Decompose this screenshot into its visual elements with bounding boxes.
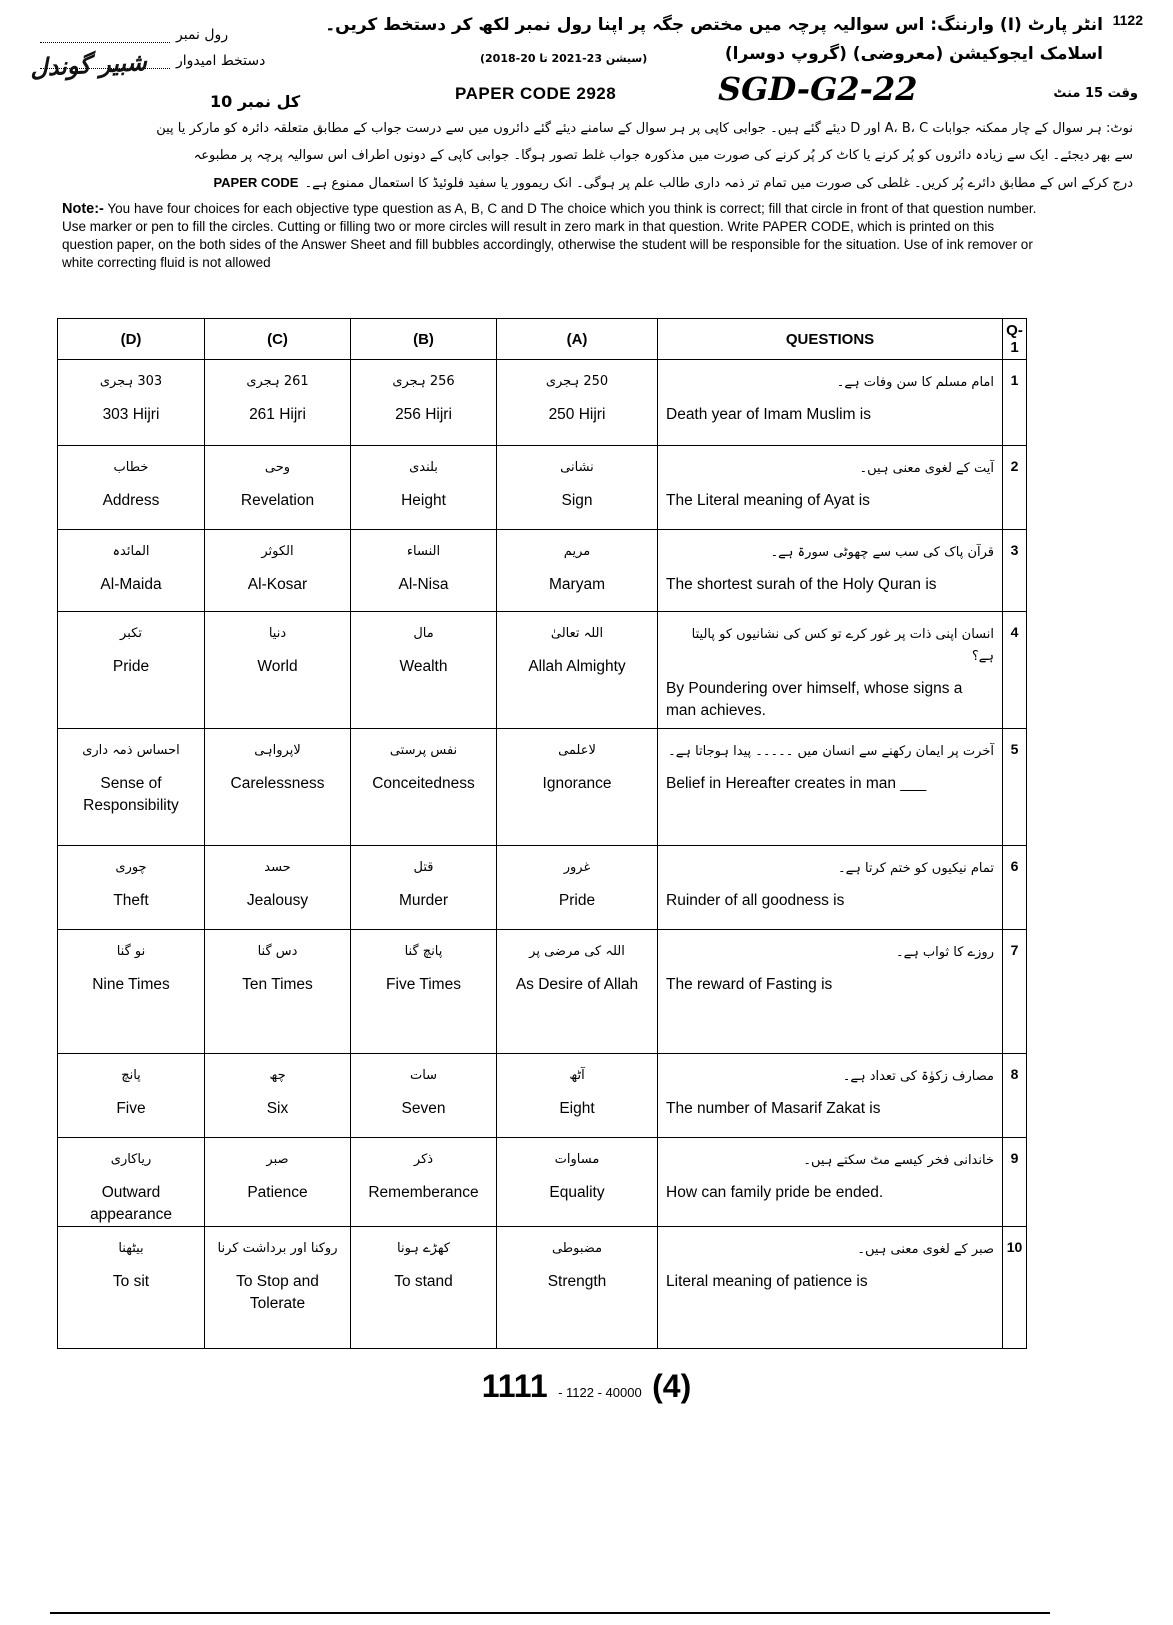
option-d-cell xyxy=(58,846,205,930)
option-c-english: Jealousy xyxy=(246,892,309,909)
question-english: The shortest surah of the Holy Quran is xyxy=(666,576,937,593)
option-d-english: To sit xyxy=(112,1273,150,1290)
header-q-number: Q-1 xyxy=(1003,319,1027,360)
option-c-urdu: وحی xyxy=(264,460,291,475)
option-b-english: Five Times xyxy=(386,976,461,993)
option-b-urdu: بلندی xyxy=(409,460,438,475)
option-c-english: Six xyxy=(266,1100,289,1117)
signature-label: دستخط امیدوار xyxy=(176,53,266,69)
option-c-english: Carelessness xyxy=(230,775,325,792)
option-a-cell xyxy=(497,530,658,612)
option-a-urdu: اللہ تعالیٰ xyxy=(550,626,604,641)
option-a-cell xyxy=(497,930,658,1054)
option-d-urdu: چوری xyxy=(115,860,147,875)
option-c-urdu: حسد xyxy=(264,860,291,875)
table-header-row xyxy=(58,319,1027,360)
option-a-cell xyxy=(497,360,658,446)
option-b-urdu: مال xyxy=(413,626,434,641)
option-b-cell xyxy=(351,612,497,729)
option-b-cell xyxy=(351,530,497,612)
question-cell xyxy=(658,1054,1003,1138)
roll-number-field[interactable] xyxy=(40,28,170,43)
option-b-cell xyxy=(351,1054,497,1138)
option-d-urdu: 303 ہجری xyxy=(99,374,163,389)
option-d-cell xyxy=(58,360,205,446)
option-c-cell xyxy=(205,446,351,530)
option-c-urdu: دنیا xyxy=(268,626,287,641)
option-a-english: Pride xyxy=(558,892,596,909)
option-d-english: Pride xyxy=(112,658,150,675)
option-b-urdu: 256 ہجری xyxy=(392,374,455,389)
header-option-b: (B) xyxy=(351,319,497,360)
option-b-english: Murder xyxy=(398,892,449,909)
option-b-cell xyxy=(351,446,497,530)
option-c-english: Ten Times xyxy=(242,976,313,993)
option-c-urdu: دس گنا xyxy=(257,944,298,959)
bottom-divider xyxy=(50,1612,1050,1614)
page-number: (4) xyxy=(652,1368,692,1404)
option-c-cell xyxy=(205,360,351,446)
question-row xyxy=(58,1054,1027,1138)
option-a-urdu: مضبوطی xyxy=(551,1241,603,1256)
option-b-english: Height xyxy=(401,492,446,509)
header-option-d: (D) xyxy=(58,319,205,360)
mcq-table xyxy=(57,318,1027,1349)
option-a-english: Maryam xyxy=(549,576,605,593)
urdu-note-line-3: درج کرکے اس کے مطابق دائرے پُر کریں۔ غلطی کی صورت میں تمام تر ذمہ داری طالب علم پر ہوگی۔ انک ریموور یا سفید فلوئیڈ کا استعمال ممنوع ہے۔ xyxy=(304,176,1133,191)
footer-code: 1111 xyxy=(481,1368,548,1404)
option-b-cell xyxy=(351,1138,497,1227)
question-urdu: قرآن پاک کی سب سے چھوٹی سورۃ ہے۔ xyxy=(770,545,994,560)
question-urdu: صبر کے لغوی معنی ہیں۔ xyxy=(857,1242,994,1257)
option-d-english: Al-Maida xyxy=(100,576,162,593)
question-cell xyxy=(658,612,1003,729)
question-number: 2 xyxy=(1003,446,1027,530)
option-d-english: Outward appearance xyxy=(90,1184,172,1223)
option-b-cell xyxy=(351,1227,497,1349)
question-english: Literal meaning of patience is xyxy=(666,1273,868,1290)
option-d-cell xyxy=(58,612,205,729)
option-b-english: Wealth xyxy=(399,658,448,675)
question-row xyxy=(58,612,1027,729)
option-d-cell xyxy=(58,1054,205,1138)
option-c-cell xyxy=(205,846,351,930)
question-row xyxy=(58,360,1027,446)
question-urdu: تمام نیکیوں کو ختم کرتا ہے۔ xyxy=(837,861,994,876)
urdu-note-line-1: نوٹ: ہر سوال کے چار ممکنہ جوابات A، B، C اور D دیئے گئے ہیں۔ جوابی کاپی پر ہر سوال کے سامنے دیئے گئے دائروں میں سے درست جواب کے مطابق متعلقہ دائرہ کو مارکر یا پین xyxy=(156,121,1133,136)
question-english: The number of Masarif Zakat is xyxy=(666,1100,881,1117)
option-d-english: Five xyxy=(116,1100,146,1117)
question-number: 4 xyxy=(1003,612,1027,729)
option-c-urdu: لاپرواہی xyxy=(254,743,301,758)
option-c-english: Revelation xyxy=(240,492,315,509)
option-d-cell xyxy=(58,1138,205,1227)
option-d-urdu: خطاب xyxy=(113,460,149,475)
option-a-cell xyxy=(497,1227,658,1349)
footer-serial: - 1122 - 40000 xyxy=(558,1385,642,1400)
option-c-urdu: روکنا اور برداشت کرنا xyxy=(217,1241,338,1256)
option-c-urdu: صبر xyxy=(266,1152,289,1167)
option-c-cell xyxy=(205,1227,351,1349)
option-b-english: Conceitedness xyxy=(372,775,475,792)
option-a-urdu: اللہ کی مرضی پر xyxy=(529,944,625,959)
question-number: 6 xyxy=(1003,846,1027,930)
option-b-urdu: نفس پرستی xyxy=(389,743,458,758)
option-d-cell xyxy=(58,729,205,846)
option-a-cell xyxy=(497,446,658,530)
question-english: How can family pride be ended. xyxy=(666,1184,884,1201)
question-cell xyxy=(658,1138,1003,1227)
question-english: Ruinder of all goodness is xyxy=(666,892,845,909)
option-a-english: Strength xyxy=(547,1273,607,1290)
option-b-urdu: کھڑے ہونا xyxy=(396,1241,450,1256)
question-number: 9 xyxy=(1003,1138,1027,1227)
paper-code-word: PAPER CODE xyxy=(213,175,299,190)
option-d-urdu: نو گنا xyxy=(116,944,146,959)
option-b-cell xyxy=(351,930,497,1054)
option-c-cell xyxy=(205,612,351,729)
option-d-urdu: المائدہ xyxy=(112,544,150,559)
option-a-urdu: مریم xyxy=(563,544,591,559)
question-row xyxy=(58,1138,1027,1227)
option-a-urdu: غرور xyxy=(563,860,591,875)
total-marks: کل نمبر 10 xyxy=(210,92,301,111)
paper-number: 1122 xyxy=(1112,12,1143,28)
option-d-cell xyxy=(58,530,205,612)
option-d-urdu: بیٹھنا xyxy=(118,1241,144,1256)
option-b-english: Seven xyxy=(401,1100,446,1117)
option-c-english: 261 Hijri xyxy=(249,406,306,423)
option-c-cell xyxy=(205,729,351,846)
session-text: (سیشن 23-2021 تا 20-2018) xyxy=(480,52,648,65)
option-d-english: Sense of Responsibility xyxy=(83,775,179,814)
question-cell xyxy=(658,930,1003,1054)
question-row xyxy=(58,930,1027,1054)
option-b-english: Al-Nisa xyxy=(398,576,449,593)
option-c-cell xyxy=(205,1054,351,1138)
option-a-english: Ignorance xyxy=(542,775,612,792)
option-a-english: Allah Almighty xyxy=(528,658,626,675)
option-b-english: To stand xyxy=(394,1273,453,1290)
option-d-urdu: تکبر xyxy=(120,626,142,641)
option-a-urdu: 250 ہجری xyxy=(545,374,609,389)
option-d-urdu: احساس ذمہ داری xyxy=(82,743,180,758)
option-c-urdu: چھ xyxy=(269,1068,286,1083)
note-text: You have four choices for each objective type question as A, B, C and D The choice which you think is correct; fill that circle in front of that question number. Use marker or pen to fill the circles. Cutting or filling two or more circles will result in zero mark in that question. Write PAPER CODE, which is printed on this question paper, on the both sides of the Answer Sheet and fill bubbles accordingly, otherwise the student will be responsible for the situation. Use of ink remover or white correcting fluid is not allowed xyxy=(62,201,1037,270)
question-english: By Poundering over himself, whose signs a man achieves. xyxy=(666,680,963,719)
option-c-english: To Stop and Tolerate xyxy=(236,1273,319,1312)
urdu-note-line-2: سے بھر دیجئے۔ ایک سے زیادہ دائروں کو پُر کرنے یا کاٹ کر پُر کرنے کی صورت میں مذکورہ جواب غلط تصور ہوگا۔ جوابی کاپی کے دونوں اطراف اس سوالیہ پرچہ پر مطبوعہ xyxy=(193,148,1133,163)
option-b-urdu: سات xyxy=(409,1068,438,1083)
question-number: 5 xyxy=(1003,729,1027,846)
english-instructions xyxy=(62,200,1042,272)
option-d-urdu: ریاکاری xyxy=(110,1152,152,1167)
option-d-cell xyxy=(58,1227,205,1349)
question-urdu: مصارف زکوٰۃ کی تعداد ہے۔ xyxy=(842,1069,994,1084)
question-cell xyxy=(658,530,1003,612)
option-b-cell xyxy=(351,846,497,930)
question-number: 7 xyxy=(1003,930,1027,1054)
header-questions: QUESTIONS xyxy=(658,319,1003,360)
option-a-english: Equality xyxy=(549,1184,605,1201)
option-a-urdu: نشانی xyxy=(560,460,594,475)
question-urdu: امام مسلم کا سن وفات ہے۔ xyxy=(836,375,994,390)
handwritten-code: SGD-G2-22 xyxy=(718,70,918,108)
option-a-urdu: مساوات xyxy=(554,1152,600,1167)
option-a-cell xyxy=(497,612,658,729)
question-urdu: انسان اپنی ذات پر غور کرے تو کس کی نشانیوں کو پالیتا ہے؟ xyxy=(691,627,994,664)
option-b-cell xyxy=(351,360,497,446)
question-row xyxy=(58,1227,1027,1349)
option-d-urdu: پانچ xyxy=(121,1068,141,1083)
question-number: 10 xyxy=(1003,1227,1027,1349)
option-b-urdu: پانچ گنا xyxy=(404,944,443,959)
option-b-urdu: قتل xyxy=(413,860,434,875)
question-number: 1 xyxy=(1003,360,1027,446)
question-row xyxy=(58,446,1027,530)
option-c-english: Patience xyxy=(247,1184,308,1201)
option-d-english: 303 Hijri xyxy=(102,406,160,423)
option-c-english: Al-Kosar xyxy=(247,576,308,593)
option-c-cell xyxy=(205,530,351,612)
option-a-english: As Desire of Allah xyxy=(515,976,639,993)
question-urdu: آخرت پر ایمان رکھنے سے انسان میں ۔۔۔۔۔ پیدا ہوجاتا ہے۔ xyxy=(668,744,994,759)
option-b-english: Rememberance xyxy=(368,1184,479,1201)
option-d-english: Theft xyxy=(113,892,149,909)
option-a-english: Sign xyxy=(561,492,593,509)
option-a-english: Eight xyxy=(559,1100,595,1117)
option-c-cell xyxy=(205,1138,351,1227)
option-d-cell xyxy=(58,446,205,530)
question-english: Belief in Hereafter creates in man ___ xyxy=(666,775,927,792)
option-b-cell xyxy=(351,729,497,846)
question-urdu: خاندانی فخر کیسے مٹ سکتے ہیں۔ xyxy=(803,1153,994,1168)
question-number: 8 xyxy=(1003,1054,1027,1138)
header-option-c: (C) xyxy=(205,319,351,360)
question-row xyxy=(58,530,1027,612)
subject-title: اسلامک ایجوکیشن (معروضی) (گروپ دوسرا) xyxy=(724,44,1103,64)
header-option-a: (A) xyxy=(497,319,658,360)
option-c-english: World xyxy=(257,658,298,675)
option-c-urdu: 261 ہجری xyxy=(246,374,309,389)
option-b-english: 256 Hijri xyxy=(395,406,452,423)
urdu-instructions xyxy=(83,115,1133,197)
question-cell xyxy=(658,846,1003,930)
option-a-english: 250 Hijri xyxy=(548,406,606,423)
question-english: The Literal meaning of Ayat is xyxy=(666,492,870,509)
option-a-urdu: لاعلمی xyxy=(558,743,596,758)
option-b-urdu: ذکر xyxy=(413,1152,434,1167)
paper-code: PAPER CODE 2928 xyxy=(455,84,617,103)
question-cell xyxy=(658,360,1003,446)
question-urdu: آیت کے لغوی معنی ہیں۔ xyxy=(859,461,994,476)
option-b-urdu: النساء xyxy=(406,544,441,559)
question-row xyxy=(58,846,1027,930)
roll-number-label: رول نمبر xyxy=(176,27,229,43)
option-a-cell xyxy=(497,1138,658,1227)
question-number: 3 xyxy=(1003,530,1027,612)
option-a-cell xyxy=(497,729,658,846)
question-cell xyxy=(658,729,1003,846)
question-english: The reward of Fasting is xyxy=(666,976,833,993)
warning-text: انٹر پارٹ (I) وارننگ: اس سوالیہ پرچہ میں مختص جگہ پر اپنا رول نمبر لکھ کر دستخط کریں۔ xyxy=(325,15,1103,35)
option-a-cell xyxy=(497,846,658,930)
question-english: Death year of Imam Muslim is xyxy=(666,406,871,423)
question-cell xyxy=(658,1227,1003,1349)
option-d-english: Nine Times xyxy=(92,976,170,993)
option-d-english: Address xyxy=(102,492,160,509)
option-a-cell xyxy=(497,1054,658,1138)
footer xyxy=(0,1368,1173,1405)
option-d-cell xyxy=(58,930,205,1054)
option-c-urdu: الکوثر xyxy=(261,544,294,559)
question-row xyxy=(58,729,1027,846)
note-label: Note:- xyxy=(62,201,104,217)
option-c-cell xyxy=(205,930,351,1054)
question-cell xyxy=(658,446,1003,530)
candidate-signature: شبیر گوندل xyxy=(29,46,148,83)
question-urdu: روزے کا ثواب ہے۔ xyxy=(895,945,994,960)
time-allowed: وقت 15 منٹ xyxy=(1053,86,1138,101)
option-a-urdu: آٹھ xyxy=(569,1068,585,1083)
